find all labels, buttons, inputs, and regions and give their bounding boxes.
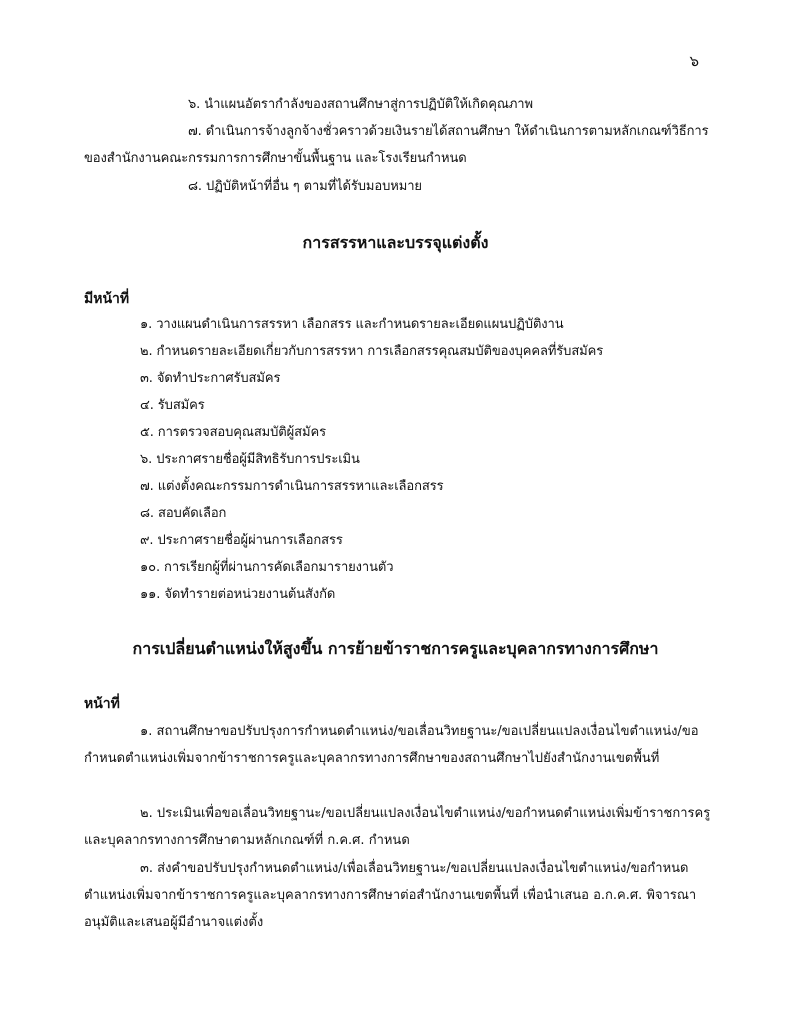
recruitment-item: ๑๐. การเรียกผู้ที่ผ่านการคัดเลือกมารายงานตัว [140, 560, 394, 575]
recruitment-item: ๗. แต่งตั้งคณะกรรมการดำเนินการสรรหาและเลือกสรร [140, 479, 444, 494]
promotion-paragraph-3-text: ๓. ส่งคำขอปรับปรุงกำหนดตำแหน่ง/เพื่อเลื่อนวิทยฐานะ/ขอเปลี่ยนแปลงเงื่อนไขตำแหน่ง/ขอกำหนดตำแหน่งเพิ่มจากข้าราชการครูและบุคลากรทางการศึกษาต่อสำนักงานเขตพื้นที่ เพื่อนำเสนอ อ.ก.ค.ศ. พิจารณาอนุมัติและเสนอผู้มีอำนาจแต่งตั้ง [84, 861, 697, 930]
recruitment-item: ๒. กำหนดรายละเอียดเกี่ยวกับการสรรหา การเลือกสรรคุณสมบัติของบุคคลที่รับสมัคร [140, 344, 604, 359]
promotion-paragraph-2 [84, 800, 714, 854]
intro-item-6: ๖. นำแผนอัตรากำลังของสถานศึกษาสู่การปฏิบัติให้เกิดคุณภาพ [188, 97, 533, 112]
section-title-promotion: การเปลี่ยนตำแหน่งให้สูงขึ้น การย้ายข้าราชการครูและบุคลากรทางการศึกษา [132, 639, 659, 658]
promotion-paragraph-1-text: ๑. สถานศึกษาขอปรับปรุงการกำหนดตำแหน่ง/ขอเลื่อนวิทยฐานะ/ขอเปลี่ยนแปลงเงื่อนไขตำแหน่ง/ขอกำหนดตำแหน่งเพิ่มจากข้าราชการครูและบุคลากรทางการศึกษาของสถานศึกษาไปยังสำนักงานเขตพื้นที่ [84, 724, 699, 766]
recruitment-item: ๓. จัดทำประกาศรับสมัคร [140, 371, 281, 386]
recruitment-item: ๕. การตรวจสอบคุณสมบัติผู้สมัคร [140, 425, 326, 440]
intro-item-7-continuation: ของสำนักงานคณะกรรมการการศึกษาขั้นพื้นฐาน และโรงเรียนกำหนด [84, 151, 467, 166]
promotion-paragraph-3 [84, 855, 714, 936]
recruitment-item: ๙. ประกาศรายชื่อผู้ผ่านการเลือกสรร [140, 533, 343, 548]
recruitment-duties-label: มีหน้าที่ [84, 291, 130, 307]
recruitment-item: ๘. สอบคัดเลือก [140, 506, 227, 521]
intro-item-7: ๗. ดำเนินการจ้างลูกจ้างชั่วคราวด้วยเงินรายได้สถานศึกษา ให้ดำเนินการตามหลักเกณฑ์วิธีการ [188, 124, 709, 139]
promotion-paragraph-2-text: ๒. ประเมินเพื่อขอเลื่อนวิทยฐานะ/ขอเปลี่ยนแปลงเงื่อนไขตำแหน่ง/ขอกำหนดตำแหน่งเพิ่มข้าราชการครูและบุคลากรทางการศึกษาตามหลักเกณฑ์ที่ ก.ค.ศ. กำหนด [84, 806, 711, 848]
promotion-paragraph-1 [84, 718, 714, 772]
section-title-recruitment: การสรรหาและบรรจุแต่งตั้ง [302, 233, 489, 252]
page-number: ๖ [689, 52, 699, 70]
recruitment-item: ๖. ประกาศรายชื่อผู้มีสิทธิรับการประเมิน [140, 452, 360, 467]
intro-item-8: ๘. ปฏิบัติหน้าที่อื่น ๆ ตามที่ได้รับมอบหมาย [188, 179, 422, 194]
recruitment-item: ๑๑. จัดทำรายต่อหน่วยงานต้นสังกัด [140, 587, 336, 602]
recruitment-item: ๔. รับสมัคร [140, 398, 205, 413]
promotion-duties-label: หน้าที่ [84, 696, 120, 712]
recruitment-item: ๑. วางแผนดำเนินการสรรหา เลือกสรร และกำหนดรายละเอียดแผนปฏิบัติงาน [140, 317, 564, 332]
